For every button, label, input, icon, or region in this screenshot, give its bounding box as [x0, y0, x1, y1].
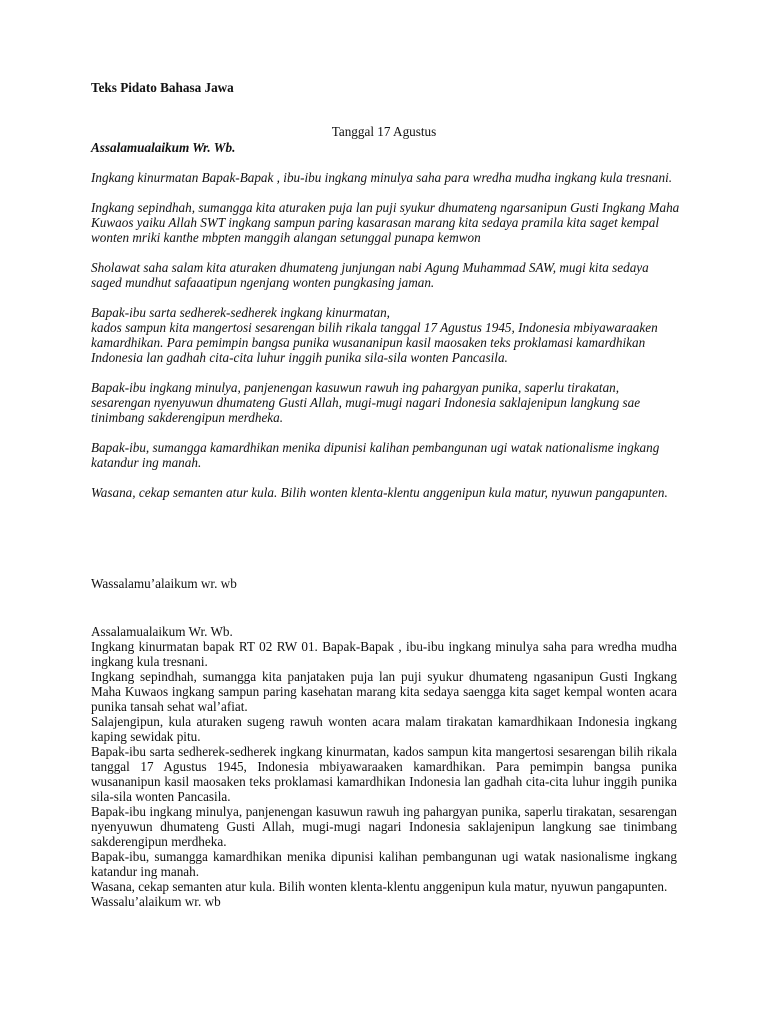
speech-paragraph: Salajengipun, kula aturaken sugeng rawuh wonten acara malam tirakatan kamardhikaan Indonesia ingkang kaping sewidak pitu.	[91, 714, 677, 744]
speech-paragraph: Bapak-ibu ingkang minulya, panjenengan kasuwun rawuh ing pahargyan punika, saperlu tirakatan, sesarengan nyenyuwun dhumateng Gusti Allah, mugi-mugi nagari Indonesia saklajenipun langkung sae tinimbang sakderengipun merdheka.	[91, 380, 641, 425]
speech-paragraph: Bapak-ibu sarta sedherek-sedherek ingkang kinurmatan, kados sampun kita mangertosi sesarengan bilih rikala tanggal 17 Agustus 1945, Indonesia mbiyawaraaken kamardhikan. Para pemimpin bangsa punika wusananipun kasil maosaken teks proklamasi kamardhikan Indonesia lan gadhah cita-cita luhur inggih punika sila-sila wonten Pancasila.	[91, 744, 677, 804]
speech-paragraph: Bapak-ibu ingkang minulya, panjenengan kasuwun rawuh ing pahargyan punika, saperlu tirakatan, sesarengan nyenyuwun dhumateng Gusti Allah, mugi-mugi nagari Indonesia saklajenipun langkung sae tinimbang sakderengipun merdheka.	[91, 804, 677, 849]
speech-paragraph: Ingkang sepindhah, sumangga kita panjataken puja lan puji syukur dhumateng ngasanipun Gusti Ingkang Maha Kuwaos ingkang sampun paring kasehatan marang kita sedaya saengga kita saget kempal wonten acara punika tansah sehat wal’afiat.	[91, 669, 677, 714]
speech-paragraph: Bapak-ibu, sumangga kamardhikan menika dipunisi kalihan pembangunan ugi watak nationalisme ingkang katandur ing manah.	[91, 440, 660, 470]
document-title: Teks Pidato Bahasa Jawa	[91, 80, 234, 95]
speech-paragraph: Ingkang kinurmatan Bapak-Bapak , ibu-ibu ingkang minulya saha para wredha mudha ingkang kula tresnani.	[91, 170, 673, 185]
speech-paragraph: Bapak-ibu, sumangga kamardhikan menika dipunisi kalihan pembangunan ugi watak nasionalisme ingkang katandur ing manah.	[91, 849, 677, 879]
speech-date: Tanggal 17 Agustus	[331, 124, 437, 139]
speech-paragraph: Bapak-ibu sarta sedherek-sedherek ingkang kinurmatan,	[91, 305, 390, 320]
speech-one	[91, 140, 681, 515]
speech-one-closing: Wassalamu’alaikum wr. wb	[91, 576, 237, 591]
greeting-paragraph: Assalamualaikum Wr. Wb.	[91, 140, 236, 155]
speech-paragraph: Ingkang sepindhah, sumangga kita aturaken puja lan puji syukur dhumateng ngarsanipun Gusti Ingkang Maha Kuwaos yaiku Allah SWT ingkang sampun paring kasarasan marang kita sedaya pramila kita saget kempal wonten mriki kanthe mbpten manggih alangan setunggal punapa kemwon	[91, 200, 680, 245]
speech-paragraph: Ingkang kinurmatan bapak RT 02 RW 01. Bapak-Bapak , ibu-ibu ingkang minulya saha para wredha mudha ingkang kula tresnani.	[91, 639, 677, 669]
speech-paragraph: kados sampun kita mangertosi sesarengan bilih rikala tanggal 17 Agustus 1945, Indonesia mbiyawaraaken kamardhikan. Para pemimpin bangsa punika wusananipun kasil maosaken teks proklamasi kamardhikan Indonesia lan gadhah cita-cita luhur inggih punika sila-sila wonten Pancasila.	[91, 320, 658, 365]
speech-paragraph: Sholawat saha salam kita aturaken dhumateng junjungan nabi Agung Muhammad SAW, mugi kita sedaya saged mundhut safaaatipun ngenjang wonten pungkasing jaman.	[91, 260, 649, 290]
speech-paragraph: Assalamualaikum Wr. Wb.	[91, 624, 233, 639]
speech-paragraph: Wasana, cekap semanten atur kula. Bilih wonten klenta-klentu anggenipun kula matur, nyuwun pangapunten.	[91, 485, 668, 500]
speech-two	[91, 624, 677, 909]
speech-paragraph: Wasana, cekap semanten atur kula. Bilih wonten klenta-klentu anggenipun kula matur, nyuwun pangapunten.	[91, 879, 668, 894]
speech-two-closing: Wassalu’alaikum wr. wb	[91, 894, 221, 909]
